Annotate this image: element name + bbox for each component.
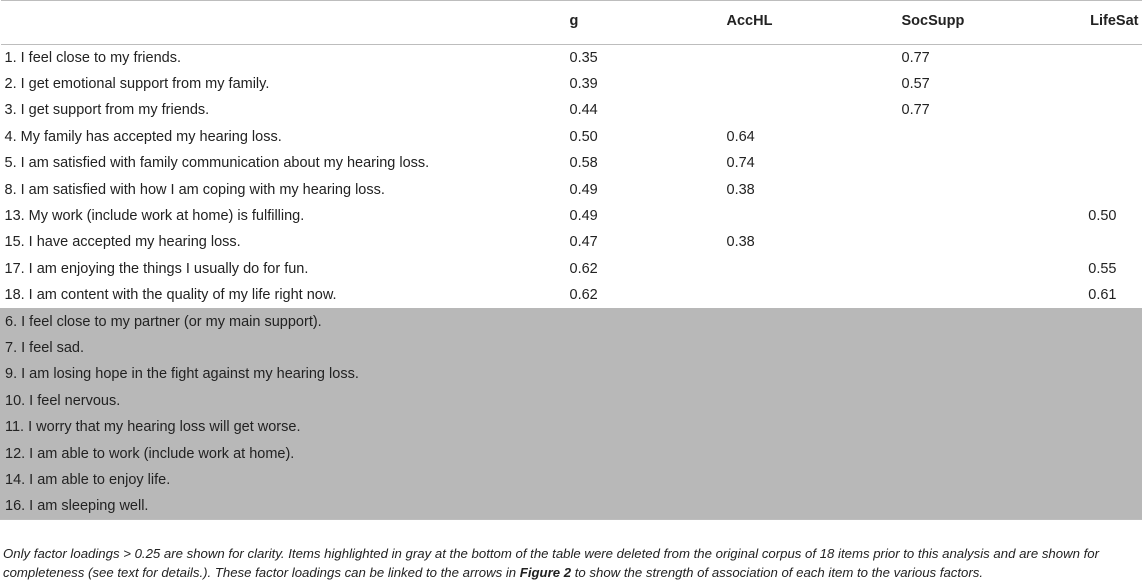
table-row (1, 45, 1142, 71)
table-row (1, 361, 1142, 387)
loading-lifesat (1064, 361, 1142, 387)
loading-acchl (714, 97, 889, 123)
loading-socsupp (889, 282, 1064, 308)
loading-g (557, 440, 714, 466)
loading-acchl (714, 335, 889, 361)
loading-socsupp (889, 467, 1064, 493)
table-row (1, 97, 1142, 123)
loading-lifesat (1064, 229, 1142, 255)
item-text: 14. I am able to enjoy life. (1, 467, 557, 493)
table-header-row (1, 1, 1142, 45)
table-row (1, 150, 1142, 176)
loading-acchl: 0.64 (726, 128, 755, 145)
item-text: 6. I feel close to my partner (or my main support). (1, 308, 557, 334)
item-text: 12. I am able to work (include work at home). (1, 440, 557, 466)
item-text: 2. I get emotional support from my family. (4, 76, 270, 93)
loading-lifesat (1064, 97, 1142, 123)
loading-lifesat (1064, 414, 1142, 440)
loading-lifesat (1064, 493, 1142, 519)
loading-socsupp: 0.77 (901, 102, 930, 119)
item-text: 13. My work (include work at home) is fulfilling. (4, 208, 305, 225)
footnote-text-end: to show the strength of association of each item to the various factors. (571, 565, 984, 580)
table-row (1, 229, 1142, 255)
loading-acchl (714, 467, 889, 493)
loading-g: 0.50 (569, 128, 598, 145)
loading-socsupp (889, 203, 1064, 229)
loading-g (557, 467, 714, 493)
loading-socsupp (889, 335, 1064, 361)
item-text: 4. My family has accepted my hearing loss. (4, 128, 282, 145)
loading-lifesat (1064, 176, 1142, 202)
item-text: 15. I have accepted my hearing loss. (4, 234, 241, 251)
loading-g (557, 493, 714, 519)
table-row (1, 203, 1142, 229)
loading-lifesat (1064, 45, 1142, 71)
loading-socsupp: 0.57 (901, 76, 930, 93)
item-text: 5. I am satisfied with family communication about my hearing loss. (4, 155, 430, 172)
loading-g: 0.44 (569, 102, 598, 119)
item-text: 3. I get support from my friends. (4, 102, 210, 119)
loading-g (557, 361, 714, 387)
table-row (1, 71, 1142, 97)
loading-g (557, 414, 714, 440)
loading-acchl (714, 308, 889, 334)
item-text: 10. I feel nervous. (1, 388, 557, 414)
loading-g: 0.49 (569, 181, 598, 198)
loading-g: 0.58 (569, 155, 598, 172)
loading-socsupp (889, 176, 1064, 202)
loading-acchl: 0.38 (726, 181, 755, 198)
loading-acchl (714, 493, 889, 519)
item-text: 17. I am enjoying the things I usually do for fun. (4, 260, 309, 277)
item-text: 7. I feel sad. (1, 335, 557, 361)
loading-acchl: 0.74 (726, 155, 755, 172)
loading-socsupp (889, 124, 1064, 150)
loading-socsupp: 0.77 (901, 49, 930, 66)
loading-socsupp (889, 229, 1064, 255)
loading-socsupp (889, 308, 1064, 334)
loading-g (557, 335, 714, 361)
item-text: 8. I am satisfied with how I am coping with my hearing loss. (4, 181, 385, 198)
loading-acchl (714, 440, 889, 466)
table-row (1, 176, 1142, 202)
item-text: 1. I feel close to my friends. (4, 49, 181, 66)
header-g: g (557, 1, 714, 45)
loading-g: 0.49 (569, 208, 598, 225)
loading-acchl (714, 361, 889, 387)
loading-acchl (714, 256, 889, 282)
item-text: 16. I am sleeping well. (1, 493, 557, 519)
header-lifesat: LifeSat (1064, 1, 1142, 45)
loading-lifesat (1064, 308, 1142, 334)
loading-acchl (714, 71, 889, 97)
item-text: 11. I worry that my hearing loss will get worse. (1, 414, 557, 440)
table-row (1, 493, 1142, 519)
loading-acchl (714, 45, 889, 71)
loading-lifesat (1064, 440, 1142, 466)
loading-lifesat (1064, 150, 1142, 176)
table-row (1, 467, 1142, 493)
loading-g: 0.62 (569, 287, 598, 304)
table-row (1, 308, 1142, 334)
header-acchl: AccHL (714, 1, 889, 45)
loading-socsupp (889, 256, 1064, 282)
header-socsupp: SocSupp (889, 1, 1064, 45)
loading-g (557, 308, 714, 334)
loading-lifesat (1064, 124, 1142, 150)
loading-socsupp (889, 150, 1064, 176)
loading-lifesat (1064, 335, 1142, 361)
table-row (1, 256, 1142, 282)
table-body (1, 45, 1142, 520)
table-row (1, 388, 1142, 414)
loading-acchl (714, 203, 889, 229)
loading-acchl: 0.38 (726, 234, 755, 251)
item-text: 18. I am content with the quality of my life right now. (4, 287, 337, 304)
table-footnote (3, 544, 1139, 582)
loading-socsupp (889, 388, 1064, 414)
table-row (1, 335, 1142, 361)
header-item (1, 1, 557, 45)
loading-g: 0.47 (569, 234, 598, 251)
loading-g: 0.39 (569, 76, 598, 93)
loading-lifesat: 0.50 (1088, 208, 1117, 225)
loading-socsupp (889, 440, 1064, 466)
loading-lifesat (1064, 71, 1142, 97)
table-row (1, 282, 1142, 308)
loading-g (557, 388, 714, 414)
loading-lifesat (1064, 467, 1142, 493)
loading-socsupp (889, 493, 1064, 519)
footnote-text-start: Only factor loadings > 0.25 are shown for clarity. Items highlighted in gray at the bottom of the table were deleted from the original corpus of 18 items prior to this analysis and are shown for completeness (see text for details.). These factor loadings can be linked to the arrows in (3, 546, 1099, 580)
footnote-figure-reference: Figure 2 (519, 565, 572, 580)
loading-acchl (714, 414, 889, 440)
loading-acchl (714, 282, 889, 308)
loading-lifesat (1064, 388, 1142, 414)
loading-socsupp (889, 414, 1064, 440)
item-text: 9. I am losing hope in the fight against my hearing loss. (1, 361, 557, 387)
loading-lifesat: 0.61 (1088, 287, 1117, 304)
loading-acchl (714, 388, 889, 414)
table-row (1, 124, 1142, 150)
loading-g: 0.35 (569, 49, 598, 66)
loading-lifesat: 0.55 (1088, 260, 1117, 277)
loading-socsupp (889, 361, 1064, 387)
loading-g: 0.62 (569, 260, 598, 277)
table-row (1, 414, 1142, 440)
table-row (1, 440, 1142, 466)
